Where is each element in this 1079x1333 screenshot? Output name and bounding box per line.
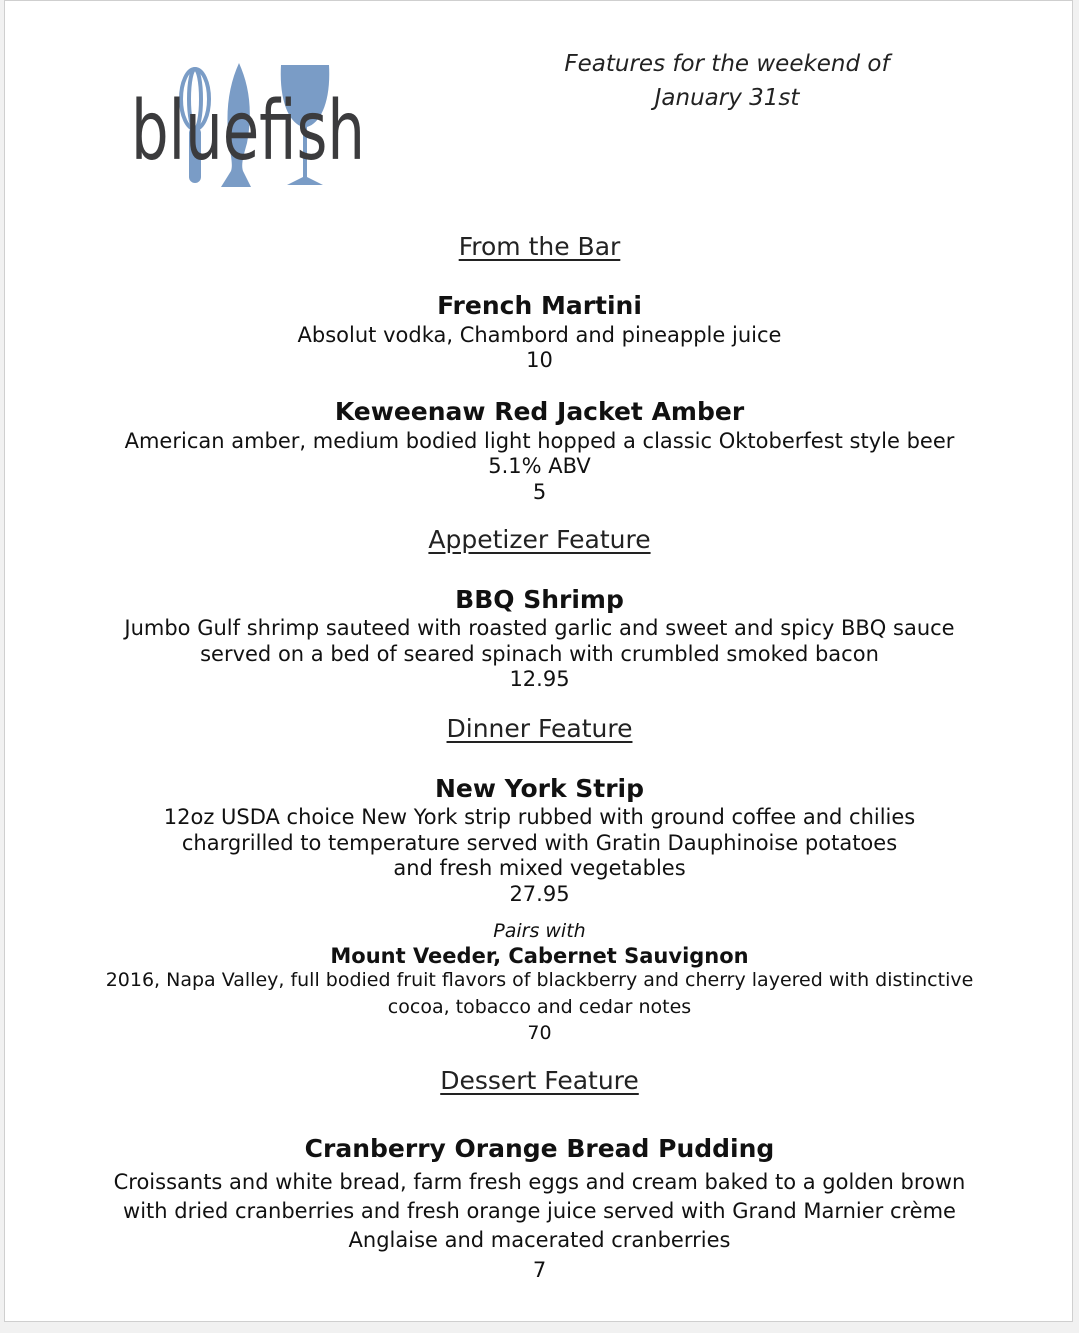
- header-line-2: January 31st: [654, 85, 800, 111]
- item-price: 7: [532, 1258, 547, 1282]
- item-description-line: 12oz USDA choice New York strip rubbed with ground coffee and chilies: [163, 805, 916, 829]
- pairs-with-label: Pairs with: [493, 920, 586, 942]
- item-price: 27.95: [509, 882, 570, 906]
- item-description-line: Croissants and white bread, farm fresh eggs and cream baked to a golden brown: [113, 1170, 966, 1194]
- item-description-line: chargrilled to temperature served with Gratin Dauphinoise potatoes: [181, 831, 898, 855]
- item-description: Absolut vodka, Chambord and pineapple juice: [297, 323, 782, 347]
- item-description-line: served on a bed of seared spinach with crumbled smoked bacon: [200, 642, 879, 666]
- item-price: 10: [526, 348, 553, 372]
- header-line-1: Features for the weekend of: [564, 51, 890, 77]
- item-description-line: Anglaise and macerated cranberries: [348, 1228, 731, 1252]
- item-description-line: and fresh mixed vegetables: [393, 856, 686, 880]
- brand-wordmark: bluefish: [131, 84, 365, 179]
- item-name-new-york-strip: New York Strip: [434, 774, 645, 803]
- item-name-bread-pudding: Cranberry Orange Bread Pudding: [304, 1134, 775, 1163]
- weekend-date-header: [525, 47, 929, 115]
- item-name-bbq-shrimp: BBQ Shrimp: [455, 585, 624, 614]
- item-description-line: with dried cranberries and fresh orange juice served with Grand Marnier crème: [123, 1199, 956, 1223]
- item-price: 12.95: [509, 667, 570, 691]
- wine-name: Mount Veeder, Cabernet Sauvignon: [330, 944, 749, 968]
- wine-price: 70: [527, 1022, 552, 1044]
- section-heading-appetizer: Appetizer Feature: [428, 525, 651, 554]
- item-abv: 5.1% ABV: [488, 454, 591, 478]
- item-description: American amber, medium bodied light hopped a classic Oktoberfest style beer: [124, 429, 955, 453]
- item-name-red-jacket-amber: Keweenaw Red Jacket Amber: [334, 397, 745, 426]
- section-heading-dinner: Dinner Feature: [446, 714, 633, 743]
- item-description-line: Jumbo Gulf shrimp sauteed with roasted garlic and sweet and spicy BBQ sauce: [124, 616, 955, 640]
- section-heading-dessert: Dessert Feature: [440, 1066, 639, 1095]
- section-heading-bar: From the Bar: [458, 232, 621, 261]
- wine-description-line: 2016, Napa Valley, full bodied fruit flavors of blackberry and cherry layered with distinctive: [105, 969, 974, 991]
- menu-page: [4, 0, 1073, 1322]
- wine-description-line: cocoa, tobacco and cedar notes: [387, 996, 692, 1018]
- bluefish-logo: [131, 61, 371, 191]
- item-price: 5: [532, 480, 547, 504]
- item-name-french-martini: French Martini: [437, 291, 642, 320]
